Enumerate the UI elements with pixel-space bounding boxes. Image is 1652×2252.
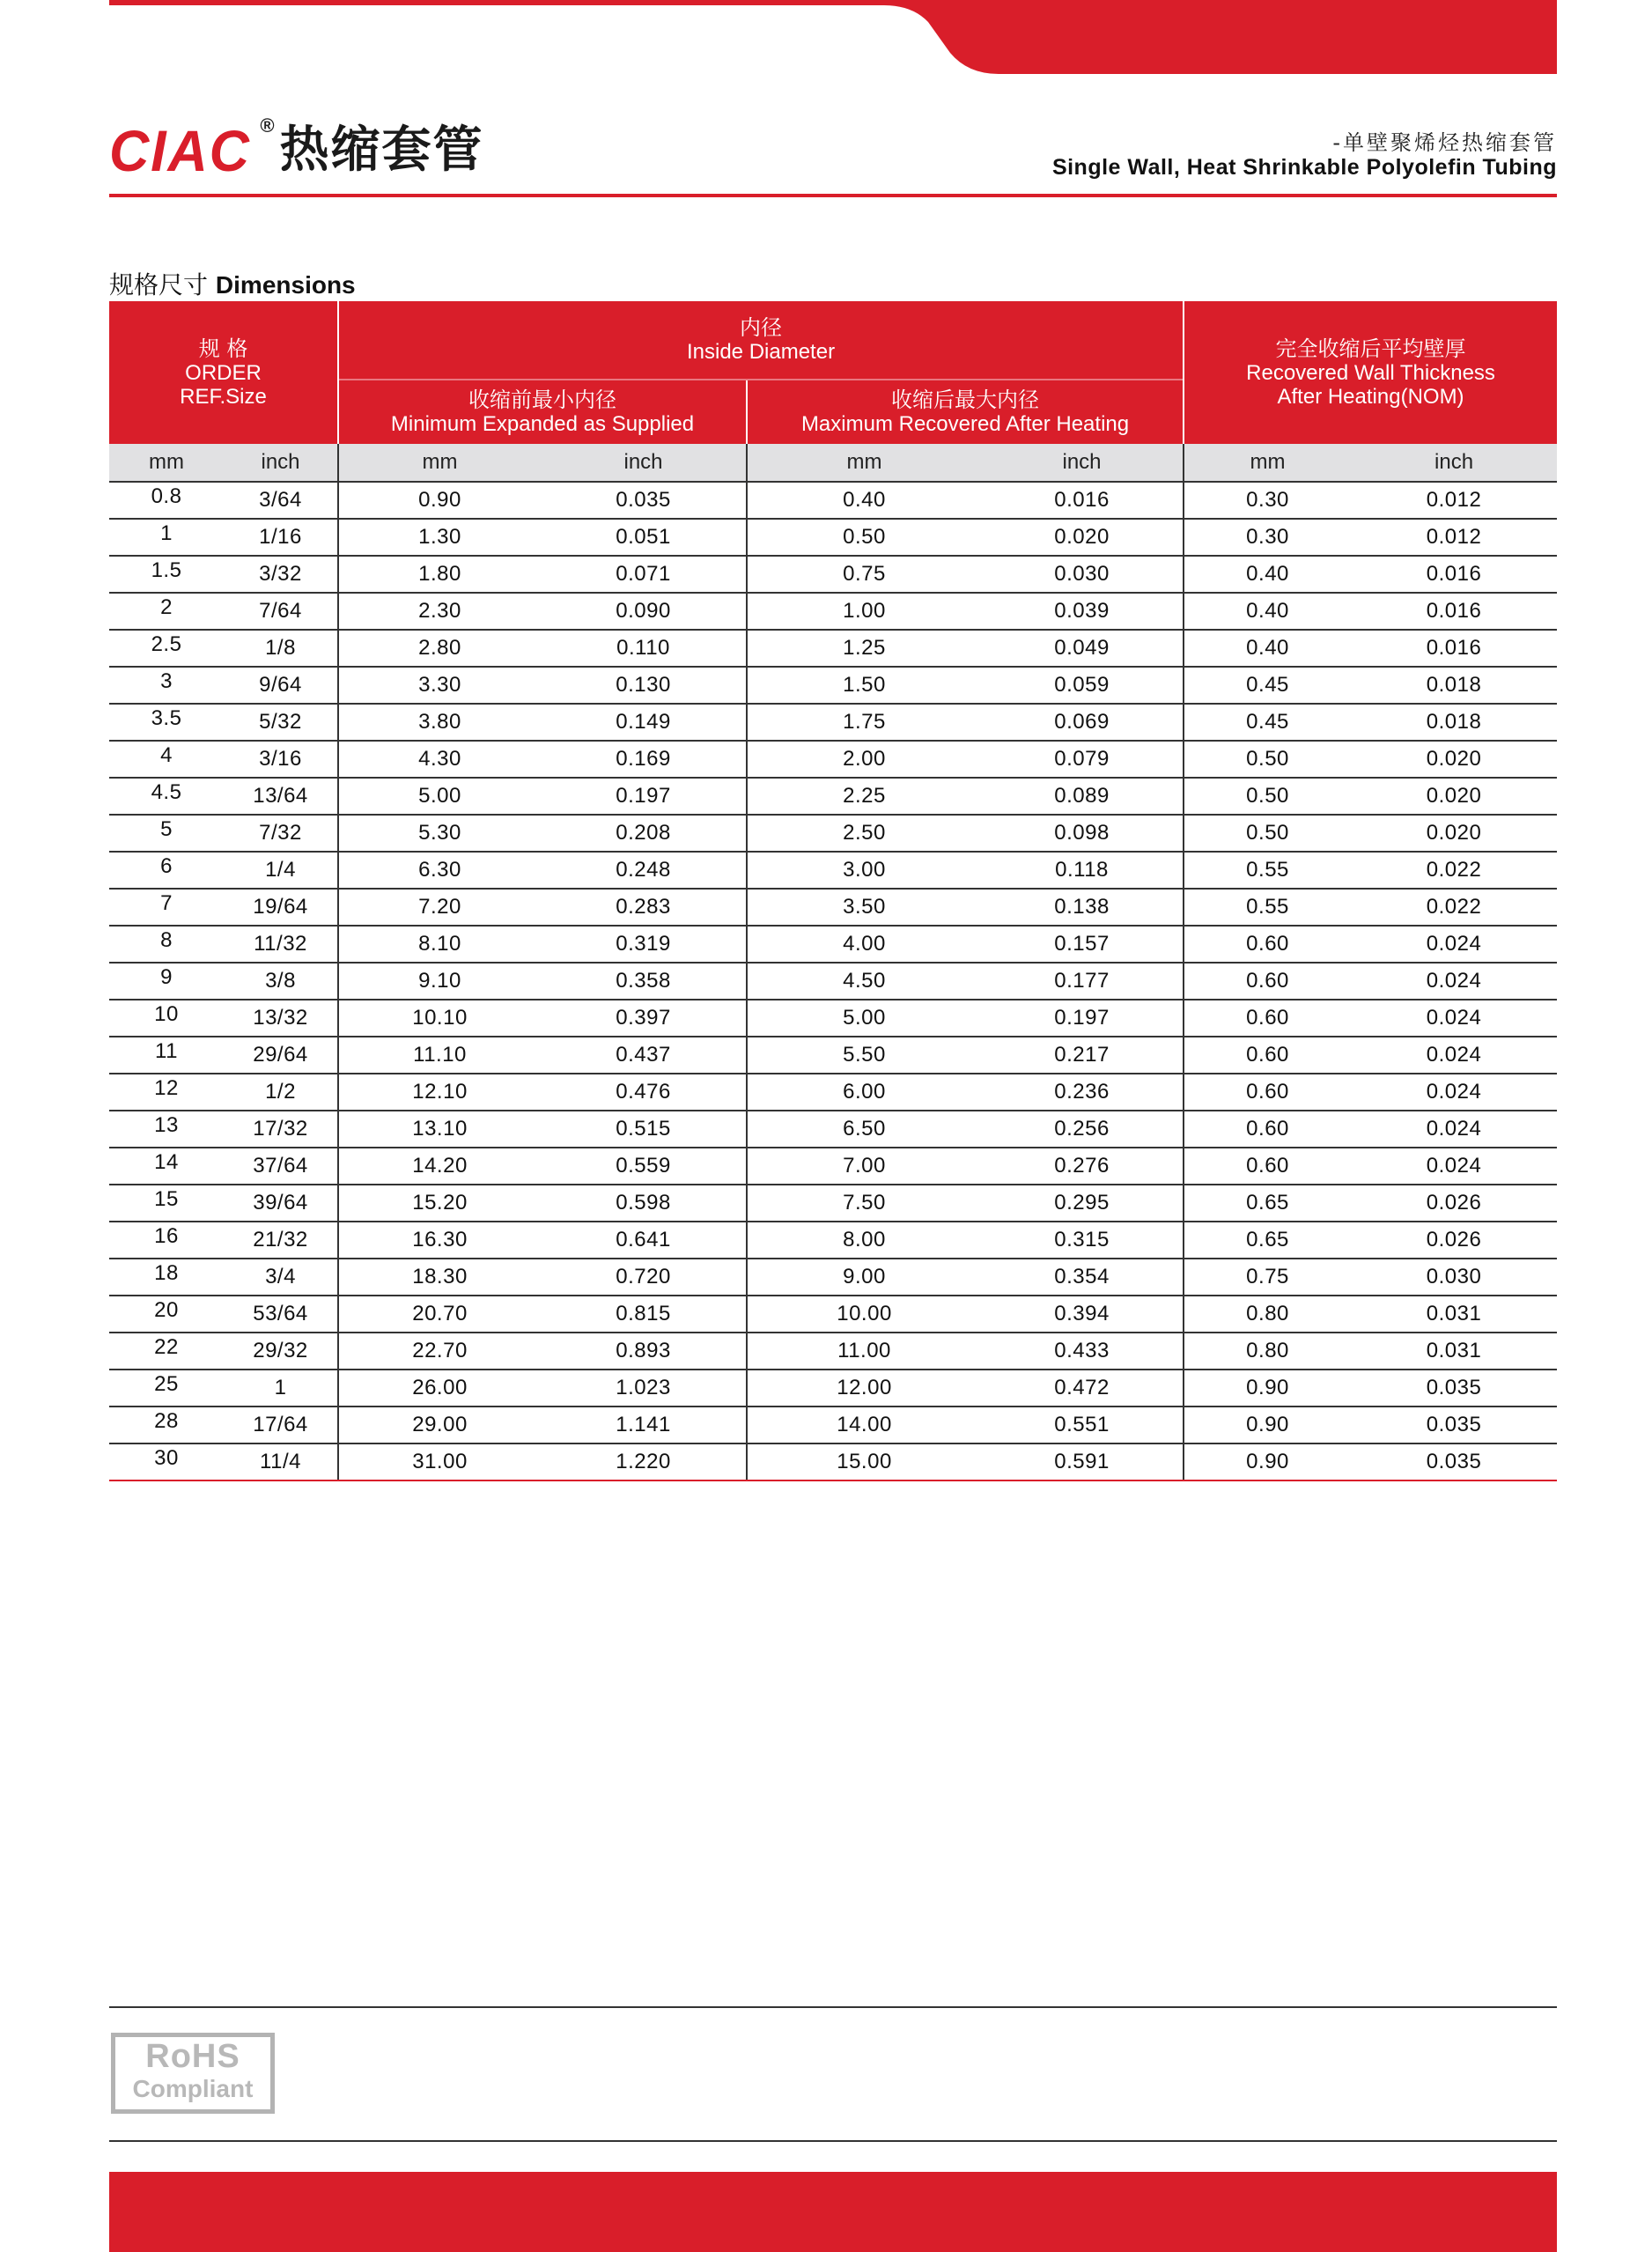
cell-order-mm: 11 (109, 1033, 224, 1070)
cell-min-mm: 1.80 (338, 556, 541, 593)
cell-max-mm: 5.50 (747, 1037, 981, 1074)
max-header-cn: 收缩后最大内径 (891, 388, 1040, 412)
table-row (109, 1111, 1557, 1148)
cell-order-mm: 14 (109, 1144, 224, 1181)
cell-order-mm: 1 (109, 515, 224, 552)
cell-max-inch: 0.039 (981, 593, 1184, 630)
table-row (109, 1333, 1557, 1370)
cell-max-mm: 10.00 (747, 1296, 981, 1333)
cell-min-mm: 20.70 (338, 1296, 541, 1333)
cell-min-mm: 10.10 (338, 1000, 541, 1037)
cell-wall-mm: 0.45 (1184, 667, 1351, 704)
cell-wall-inch: 0.024 (1351, 1000, 1557, 1037)
cell-min-mm: 11.10 (338, 1037, 541, 1074)
cell-max-inch: 0.069 (981, 704, 1184, 741)
table-row (109, 889, 1557, 926)
cell-min-inch: 0.515 (541, 1111, 747, 1148)
cell-max-mm: 11.00 (747, 1333, 981, 1370)
cell-order-inch: 3/64 (224, 482, 338, 519)
logo-chinese-text: 热缩套管 (279, 122, 484, 179)
cell-max-mm: 9.00 (747, 1259, 981, 1296)
cell-wall-inch: 0.020 (1351, 778, 1557, 815)
cell-order-inch: 3/8 (224, 963, 338, 1000)
section-title (109, 266, 356, 301)
cell-wall-mm: 0.75 (1184, 1259, 1351, 1296)
cell-wall-mm: 0.60 (1184, 1000, 1351, 1037)
cell-order-mm: 8 (109, 922, 224, 959)
cell-min-inch: 0.641 (541, 1222, 747, 1259)
cell-wall-inch: 0.024 (1351, 963, 1557, 1000)
cell-wall-mm: 0.60 (1184, 963, 1351, 1000)
cell-order-inch: 1 (224, 1370, 338, 1407)
table-row (109, 519, 1557, 556)
table-row (109, 593, 1557, 630)
cell-wall-mm: 0.90 (1184, 1407, 1351, 1443)
cell-order-inch: 1/2 (224, 1074, 338, 1111)
table-row (109, 741, 1557, 778)
table-row (109, 815, 1557, 852)
max-recovered-header (747, 380, 1184, 444)
cell-wall-inch: 0.012 (1351, 519, 1557, 556)
cell-min-inch: 0.208 (541, 815, 747, 852)
table-row (109, 630, 1557, 667)
brand-logo (109, 114, 484, 183)
cell-order-inch: 3/16 (224, 741, 338, 778)
cell-min-mm: 2.30 (338, 593, 541, 630)
cell-min-inch: 1.141 (541, 1407, 747, 1443)
unit-label: inch (1351, 444, 1557, 482)
cell-max-mm: 2.50 (747, 815, 981, 852)
inside-diameter-header (338, 301, 1184, 380)
table-row (109, 667, 1557, 704)
table-row (109, 1296, 1557, 1333)
unit-label: inch (541, 444, 747, 482)
cell-wall-mm: 0.90 (1184, 1370, 1351, 1407)
table-row (109, 482, 1557, 519)
cell-min-mm: 26.00 (338, 1370, 541, 1407)
cell-max-mm: 1.25 (747, 630, 981, 667)
footer-divider-bottom (109, 2140, 1557, 2142)
cell-wall-inch: 0.022 (1351, 889, 1557, 926)
cell-min-mm: 2.80 (338, 630, 541, 667)
cell-min-inch: 0.130 (541, 667, 747, 704)
cell-max-mm: 4.00 (747, 926, 981, 963)
cell-min-inch: 0.397 (541, 1000, 747, 1037)
cell-max-inch: 0.098 (981, 815, 1184, 852)
cell-wall-mm: 0.50 (1184, 741, 1351, 778)
cell-order-mm: 5 (109, 811, 224, 848)
cell-min-inch: 0.197 (541, 778, 747, 815)
dimensions-table (109, 301, 1557, 1481)
cell-wall-mm: 0.80 (1184, 1296, 1351, 1333)
cell-order-mm: 3.5 (109, 700, 224, 737)
compliant-text: Compliant (132, 2075, 254, 2102)
unit-label: inch (981, 444, 1184, 482)
cell-order-inch: 1/8 (224, 630, 338, 667)
cell-wall-mm: 0.60 (1184, 1074, 1351, 1111)
min-expanded-header (338, 380, 747, 444)
table-header (109, 301, 1557, 444)
cell-min-inch: 0.110 (541, 630, 747, 667)
cell-wall-mm: 0.90 (1184, 1443, 1351, 1480)
cell-min-mm: 14.20 (338, 1148, 541, 1185)
cell-min-inch: 0.319 (541, 926, 747, 963)
cell-min-inch: 0.090 (541, 593, 747, 630)
cell-order-mm: 0.8 (109, 478, 224, 515)
cell-max-mm: 4.50 (747, 963, 981, 1000)
cell-max-inch: 0.472 (981, 1370, 1184, 1407)
units-row-group (109, 444, 1557, 482)
cell-max-inch: 0.354 (981, 1259, 1184, 1296)
wall-thickness-header (1184, 301, 1557, 444)
cell-order-inch: 13/32 (224, 1000, 338, 1037)
cell-min-inch: 0.893 (541, 1333, 747, 1370)
cell-wall-mm: 0.40 (1184, 593, 1351, 630)
order-size-header (109, 301, 338, 444)
cell-min-inch: 0.169 (541, 741, 747, 778)
cell-max-inch: 0.177 (981, 963, 1184, 1000)
cell-order-inch: 11/32 (224, 926, 338, 963)
cell-max-inch: 0.030 (981, 556, 1184, 593)
cell-wall-mm: 0.40 (1184, 630, 1351, 667)
table-row (109, 1074, 1557, 1111)
cell-wall-mm: 0.60 (1184, 1037, 1351, 1074)
cell-order-mm: 22 (109, 1329, 224, 1366)
cell-min-mm: 1.30 (338, 519, 541, 556)
cell-order-inch: 37/64 (224, 1148, 338, 1185)
cell-max-inch: 0.016 (981, 482, 1184, 519)
table-row (109, 1037, 1557, 1074)
cell-min-mm: 22.70 (338, 1333, 541, 1370)
unit-label: mm (1184, 444, 1351, 482)
cell-order-inch: 3/4 (224, 1259, 338, 1296)
cell-min-mm: 9.10 (338, 963, 541, 1000)
cell-min-inch: 0.358 (541, 963, 747, 1000)
cell-max-mm: 12.00 (747, 1370, 981, 1407)
cell-min-inch: 0.437 (541, 1037, 747, 1074)
cell-wall-inch: 0.020 (1351, 741, 1557, 778)
cell-max-inch: 0.049 (981, 630, 1184, 667)
cell-order-inch: 1/4 (224, 852, 338, 889)
cell-wall-mm: 0.65 (1184, 1185, 1351, 1222)
cell-wall-mm: 0.45 (1184, 704, 1351, 741)
cell-max-inch: 0.079 (981, 741, 1184, 778)
cell-wall-inch: 0.018 (1351, 704, 1557, 741)
cell-order-mm: 4.5 (109, 774, 224, 811)
cell-min-mm: 18.30 (338, 1259, 541, 1296)
cell-max-inch: 0.551 (981, 1407, 1184, 1443)
order-header-en2: REF.Size (180, 384, 267, 409)
rohs-badge (111, 2033, 275, 2114)
cell-order-mm: 12 (109, 1070, 224, 1107)
cell-wall-mm: 0.60 (1184, 1111, 1351, 1148)
table-row (109, 1185, 1557, 1222)
unit-label: mm (109, 444, 224, 482)
cell-wall-mm: 0.65 (1184, 1222, 1351, 1259)
cell-order-mm: 15 (109, 1181, 224, 1218)
table-row (109, 852, 1557, 889)
table-row (109, 778, 1557, 815)
dimensions-table-wrapper (109, 301, 1557, 1481)
table-row (109, 1370, 1557, 1407)
table-row (109, 1000, 1557, 1037)
cell-min-inch: 0.035 (541, 482, 747, 519)
cell-wall-mm: 0.50 (1184, 778, 1351, 815)
cell-max-mm: 0.75 (747, 556, 981, 593)
cell-min-mm: 4.30 (338, 741, 541, 778)
cell-wall-inch: 0.035 (1351, 1407, 1557, 1443)
table-row (109, 1443, 1557, 1480)
cell-min-mm: 15.20 (338, 1185, 541, 1222)
cell-order-inch: 53/64 (224, 1296, 338, 1333)
cell-max-mm: 3.00 (747, 852, 981, 889)
cell-max-mm: 1.75 (747, 704, 981, 741)
cell-max-mm: 0.40 (747, 482, 981, 519)
cell-wall-inch: 0.022 (1351, 852, 1557, 889)
cell-wall-mm: 0.50 (1184, 815, 1351, 852)
cell-wall-inch: 0.035 (1351, 1443, 1557, 1480)
cell-max-mm: 6.00 (747, 1074, 981, 1111)
cell-min-mm: 0.90 (338, 482, 541, 519)
cell-order-inch: 3/32 (224, 556, 338, 593)
cell-min-mm: 29.00 (338, 1407, 541, 1443)
cell-wall-inch: 0.012 (1351, 482, 1557, 519)
cell-order-mm: 3 (109, 663, 224, 700)
cell-wall-inch: 0.016 (1351, 593, 1557, 630)
cell-order-inch: 17/32 (224, 1111, 338, 1148)
cell-max-inch: 0.059 (981, 667, 1184, 704)
cell-order-inch: 19/64 (224, 889, 338, 926)
cell-wall-mm: 0.55 (1184, 852, 1351, 889)
cell-min-inch: 0.815 (541, 1296, 747, 1333)
cell-max-mm: 14.00 (747, 1407, 981, 1443)
inside-header-en: Inside Diameter (686, 340, 836, 364)
cell-wall-mm: 0.60 (1184, 1148, 1351, 1185)
cell-wall-inch: 0.024 (1351, 1148, 1557, 1185)
min-header-cn: 收缩前最小内径 (468, 388, 617, 412)
wall-header-en1: Recovered Wall Thickness (1246, 360, 1495, 385)
table-row (109, 1222, 1557, 1259)
unit-label: inch (224, 444, 338, 482)
cell-max-mm: 1.50 (747, 667, 981, 704)
cell-wall-mm: 0.40 (1184, 556, 1351, 593)
cell-wall-inch: 0.026 (1351, 1222, 1557, 1259)
cell-order-inch: 39/64 (224, 1185, 338, 1222)
cell-max-mm: 5.00 (747, 1000, 981, 1037)
cell-min-mm: 5.30 (338, 815, 541, 852)
footer-divider-top (109, 2006, 1557, 2008)
cell-order-inch: 13/64 (224, 778, 338, 815)
cell-min-inch: 1.023 (541, 1370, 747, 1407)
cell-min-mm: 3.30 (338, 667, 541, 704)
cell-min-inch: 0.720 (541, 1259, 747, 1296)
cell-max-inch: 0.256 (981, 1111, 1184, 1148)
cell-max-inch: 0.236 (981, 1074, 1184, 1111)
cell-wall-inch: 0.035 (1351, 1370, 1557, 1407)
cell-min-mm: 3.80 (338, 704, 541, 741)
cell-max-inch: 0.315 (981, 1222, 1184, 1259)
cell-max-inch: 0.089 (981, 778, 1184, 815)
cell-wall-mm: 0.60 (1184, 926, 1351, 963)
cell-order-mm: 20 (109, 1292, 224, 1329)
table-row (109, 1148, 1557, 1185)
cell-order-mm: 6 (109, 848, 224, 885)
table-row (109, 1259, 1557, 1296)
cell-order-inch: 7/32 (224, 815, 338, 852)
table-row (109, 1407, 1557, 1443)
cell-min-inch: 0.598 (541, 1185, 747, 1222)
cell-order-inch: 7/64 (224, 593, 338, 630)
cell-wall-inch: 0.031 (1351, 1333, 1557, 1370)
cell-max-inch: 0.157 (981, 926, 1184, 963)
cell-order-mm: 2.5 (109, 626, 224, 663)
cell-wall-inch: 0.024 (1351, 1111, 1557, 1148)
wall-header-cn: 完全收缩后平均壁厚 (1275, 336, 1466, 361)
cell-wall-inch: 0.024 (1351, 1074, 1557, 1111)
bottom-red-band (109, 2172, 1557, 2252)
cell-max-inch: 0.138 (981, 889, 1184, 926)
cell-min-inch: 0.283 (541, 889, 747, 926)
cell-max-mm: 1.00 (747, 593, 981, 630)
cell-order-inch: 1/16 (224, 519, 338, 556)
cell-order-mm: 30 (109, 1440, 224, 1477)
registered-mark: ® (260, 114, 275, 137)
cell-order-mm: 25 (109, 1366, 224, 1403)
cell-wall-inch: 0.024 (1351, 1037, 1557, 1074)
cell-min-mm: 31.00 (338, 1443, 541, 1480)
cell-min-inch: 0.051 (541, 519, 747, 556)
cell-max-inch: 0.217 (981, 1037, 1184, 1074)
table-row (109, 963, 1557, 1000)
section-title-en: Dimensions (215, 271, 356, 299)
cell-max-mm: 2.00 (747, 741, 981, 778)
cell-order-inch: 5/32 (224, 704, 338, 741)
unit-label: mm (338, 444, 541, 482)
subtitle-chinese: -单壁聚烯烃热缩套管 (1332, 130, 1557, 155)
cell-wall-mm: 0.55 (1184, 889, 1351, 926)
cell-wall-inch: 0.016 (1351, 556, 1557, 593)
cell-order-inch: 9/64 (224, 667, 338, 704)
cell-order-inch: 29/64 (224, 1037, 338, 1074)
cell-order-mm: 1.5 (109, 552, 224, 589)
cell-wall-inch: 0.024 (1351, 926, 1557, 963)
cell-wall-inch: 0.031 (1351, 1296, 1557, 1333)
cell-order-mm: 28 (109, 1403, 224, 1440)
unit-label: mm (747, 444, 981, 482)
cell-min-inch: 0.149 (541, 704, 747, 741)
subtitle-english: Single Wall, Heat Shrinkable Polyolefin Tubing (1051, 155, 1557, 180)
cell-max-inch: 0.276 (981, 1148, 1184, 1185)
cell-order-mm: 18 (109, 1255, 224, 1292)
cell-wall-inch: 0.020 (1351, 815, 1557, 852)
cell-wall-inch: 0.026 (1351, 1185, 1557, 1222)
cell-max-inch: 0.394 (981, 1296, 1184, 1333)
cell-max-mm: 0.50 (747, 519, 981, 556)
cell-wall-mm: 0.30 (1184, 519, 1351, 556)
cell-order-inch: 21/32 (224, 1222, 338, 1259)
cell-max-mm: 2.25 (747, 778, 981, 815)
table-row (109, 556, 1557, 593)
cell-min-inch: 0.248 (541, 852, 747, 889)
cell-min-mm: 12.10 (338, 1074, 541, 1111)
cell-max-mm: 3.50 (747, 889, 981, 926)
cell-min-mm: 6.30 (338, 852, 541, 889)
cell-order-mm: 7 (109, 885, 224, 922)
cell-min-inch: 0.559 (541, 1148, 747, 1185)
cell-wall-inch: 0.030 (1351, 1259, 1557, 1296)
cell-order-inch: 17/64 (224, 1407, 338, 1443)
header-divider (109, 194, 1557, 197)
cell-min-mm: 5.00 (338, 778, 541, 815)
max-header-en: Maximum Recovered After Heating (800, 412, 1130, 436)
table-row (109, 926, 1557, 963)
units-row (109, 444, 1557, 482)
cell-min-mm: 16.30 (338, 1222, 541, 1259)
cell-max-inch: 0.591 (981, 1443, 1184, 1480)
wall-header-en2: After Heating(NOM) (1277, 384, 1464, 409)
cell-wall-mm: 0.30 (1184, 482, 1351, 519)
cell-order-mm: 10 (109, 996, 224, 1033)
logo-latin-text: CIAC (109, 118, 251, 183)
cell-wall-inch: 0.016 (1351, 630, 1557, 667)
cell-min-mm: 13.10 (338, 1111, 541, 1148)
order-header-en1: ORDER (185, 360, 262, 385)
table-row (109, 704, 1557, 741)
cell-min-mm: 7.20 (338, 889, 541, 926)
cell-max-mm: 6.50 (747, 1111, 981, 1148)
cell-max-inch: 0.197 (981, 1000, 1184, 1037)
cell-order-mm: 13 (109, 1107, 224, 1144)
cell-max-mm: 15.00 (747, 1443, 981, 1480)
cell-max-inch: 0.295 (981, 1185, 1184, 1222)
cell-min-inch: 0.071 (541, 556, 747, 593)
table-body (109, 482, 1557, 1480)
cell-wall-mm: 0.80 (1184, 1333, 1351, 1370)
cell-max-inch: 0.020 (981, 519, 1184, 556)
cell-max-inch: 0.433 (981, 1333, 1184, 1370)
cell-max-mm: 8.00 (747, 1222, 981, 1259)
section-title-cn: 规格尺寸 (109, 270, 209, 299)
cell-order-mm: 16 (109, 1218, 224, 1255)
min-header-en: Minimum Expanded as Supplied (390, 412, 695, 436)
cell-min-inch: 0.476 (541, 1074, 747, 1111)
inside-header-cn: 内径 (740, 315, 783, 340)
rohs-text: RoHS (145, 2038, 240, 2075)
top-red-band (109, 0, 1557, 74)
cell-order-inch: 11/4 (224, 1443, 338, 1480)
cell-wall-inch: 0.018 (1351, 667, 1557, 704)
order-header-cn: 规 格 (198, 336, 248, 361)
cell-order-mm: 4 (109, 737, 224, 774)
cell-max-inch: 0.118 (981, 852, 1184, 889)
cell-order-mm: 9 (109, 959, 224, 996)
cell-max-mm: 7.00 (747, 1148, 981, 1185)
cell-order-mm: 2 (109, 589, 224, 626)
cell-order-inch: 29/32 (224, 1333, 338, 1370)
cell-min-inch: 1.220 (541, 1443, 747, 1480)
cell-min-mm: 8.10 (338, 926, 541, 963)
cell-max-mm: 7.50 (747, 1185, 981, 1222)
